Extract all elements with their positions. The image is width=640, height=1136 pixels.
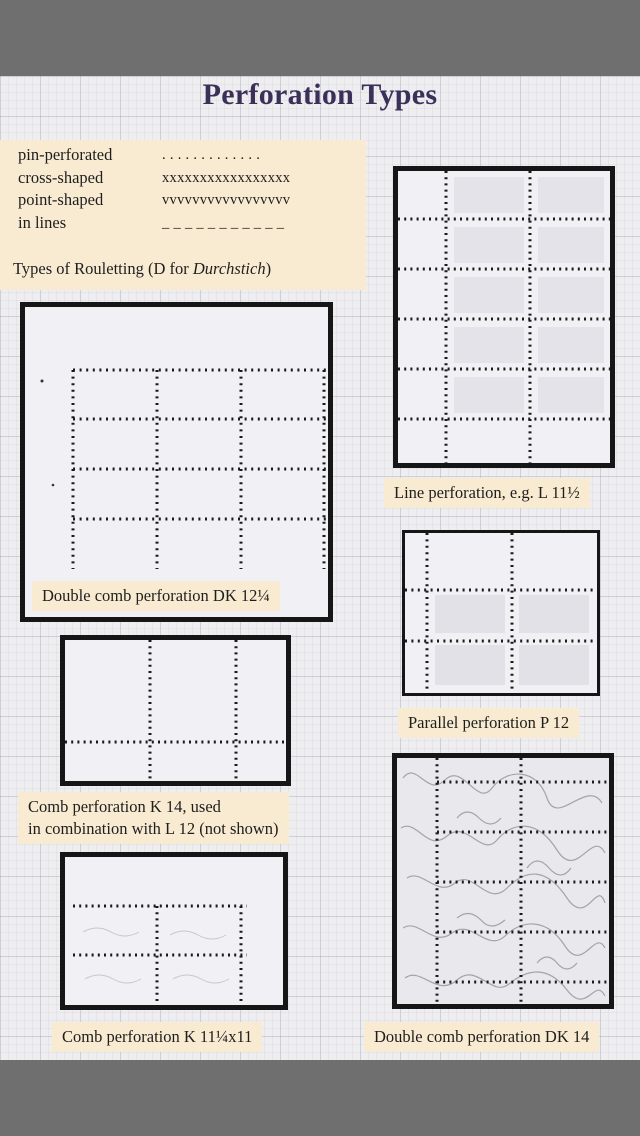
rouletting-name: point-shaped: [18, 190, 104, 209]
caption-line: in combination with L 12 (not shown): [28, 819, 279, 838]
parallel-perforation-caption: Parallel perforation P 12: [398, 708, 579, 738]
perforation-pattern: [398, 171, 610, 463]
rouletting-name: cross-shaped: [18, 167, 104, 187]
parallel-perforation-block: [402, 530, 600, 696]
rouletting-row: [18, 144, 356, 167]
line-perforation-caption: Line perforation, e.g. L 11½: [384, 478, 590, 508]
double-comb-12-caption: Double comb perforation DK 12¼: [32, 581, 280, 611]
double-comb-14-block: [392, 753, 614, 1009]
comb-14-caption: [18, 792, 289, 844]
comb-14-block: [60, 635, 291, 786]
perforation-pattern: [65, 857, 283, 1005]
double-comb-14-caption: Double comb perforation DK 14: [364, 1022, 599, 1052]
perforation-pattern: [397, 758, 609, 1004]
album-page: [0, 76, 640, 1060]
perforation-pattern: [25, 307, 328, 617]
rouletting-row: [18, 212, 356, 235]
double-comb-12-block: [20, 302, 333, 622]
rouletting-caption: Types of Rouletting (D for Durchstich): [13, 259, 272, 278]
page-title: Perforation Types: [202, 78, 438, 111]
rouletting-pattern: _ _ _ _ _ _ _ _ _ _ _: [162, 214, 285, 231]
rouletting-pattern: xxxxxxxxxxxxxxxxx: [162, 169, 291, 186]
rouletting-pattern: . . . . . . . . . . . . .: [162, 147, 261, 163]
caption-line: Comb perforation K 14, used: [28, 797, 221, 816]
rouletting-pattern: vvvvvvvvvvvvvvvvv: [162, 192, 291, 208]
comb-11-caption: Comb perforation K 11¼x11: [52, 1022, 262, 1052]
rouletting-name: pin-perforated: [18, 145, 113, 164]
comb-11-block: [60, 852, 288, 1010]
perforation-pattern: [65, 640, 286, 781]
rouletting-name: in lines: [18, 212, 67, 232]
line-perforation-block: [393, 166, 615, 468]
perforation-pattern: [405, 533, 597, 693]
rouletting-legend: [0, 140, 366, 290]
rouletting-row: [18, 167, 356, 190]
rouletting-row: [18, 189, 356, 212]
